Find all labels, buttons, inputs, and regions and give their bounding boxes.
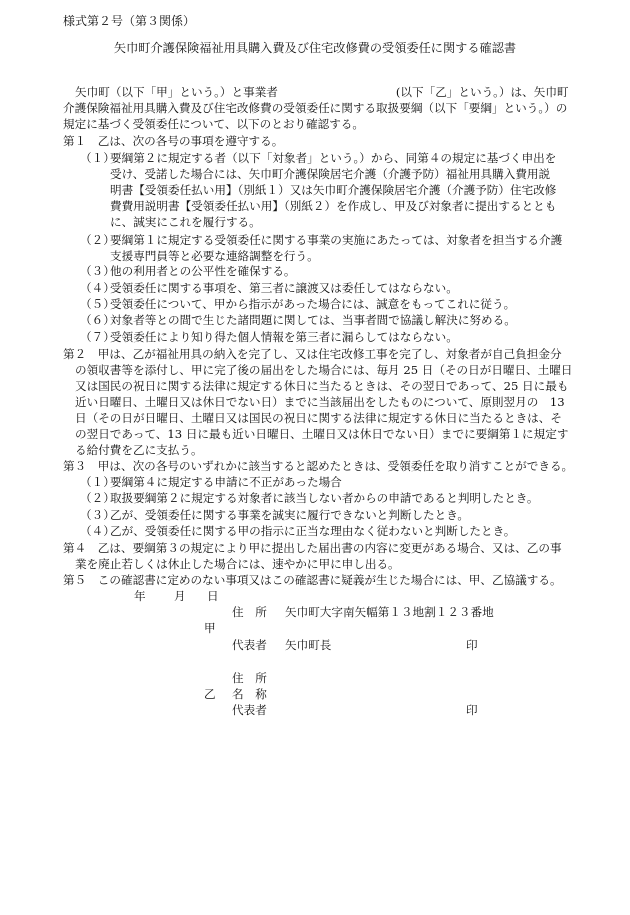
item-line: 受領委任により知り得た個人情報を第三者に漏らしてはならない。 xyxy=(110,330,458,344)
item-text xyxy=(110,232,562,264)
party-b-seal: 印 xyxy=(466,703,478,717)
date-year: 年 xyxy=(134,589,146,603)
document-title: 矢巾町介護保険福祉用具購入費及び住宅改修費の受領委任に関する確認書 xyxy=(113,41,517,55)
item-line: 受領委任に関する事項を、第三者に譲渡又は委任してはならない。 xyxy=(110,281,458,295)
item-text xyxy=(110,150,556,230)
party-b-rep-label: 代表者 xyxy=(232,703,267,717)
item-text xyxy=(110,329,458,345)
article-2-line: の領収書等を添付し、甲に完了後の届出をした場合には、毎月 25 日（その日が日曜日、土曜日 xyxy=(75,363,573,377)
item-number: （５） xyxy=(80,297,115,311)
item-text xyxy=(110,490,539,506)
article-1-heading xyxy=(63,133,583,149)
party-a-rep-label: 代表者 xyxy=(232,638,267,652)
article-1-heading-text: 第１ 乙は、次の各号の事項を遵守する。 xyxy=(63,134,284,148)
party-b-address-label: 住 所 xyxy=(232,671,267,685)
date-month: 月 xyxy=(174,589,186,603)
item-text xyxy=(110,296,515,312)
item-line: 費費用説明書【受領委任払い用】（別紙２）を作成し、甲及び対象者に提出するととも xyxy=(110,199,557,213)
item-line: 支援専門員等と必要な連絡調整を行う。 xyxy=(110,249,319,263)
item-line: 明書【受領委任払い用】（別紙１）又は矢巾町介護保険居宅介護（介護予防）住宅改修 xyxy=(110,183,557,197)
article-2-line: 又は国民の祝日に関する法律に規定する休日に当たるときは、その翌日であって、25 日に最も xyxy=(75,379,569,393)
item-line: 受領委任について、甲から指示があった場合には、誠意をもってこれに従う。 xyxy=(110,297,516,311)
article-5-line: 第５ この確認書に定めのない事項又はこの確認書に疑義が生じた場合には、甲、乙協議する。 xyxy=(63,573,562,587)
item-text xyxy=(110,263,296,279)
article-2-line: 日（その日が日曜日、土曜日又は国民の祝日に関する法律に規定する休日に当たるときは、そ xyxy=(75,411,562,425)
article-2 xyxy=(63,346,583,458)
article-4 xyxy=(63,540,583,572)
intro-line-1-start: 矢巾町（以下「甲」という。）と事業者 xyxy=(75,85,278,99)
article-3-heading xyxy=(63,458,583,474)
party-a-rep-value: 矢巾町長 xyxy=(285,638,332,652)
item-number: （１） xyxy=(80,151,115,165)
article-4-line: 第４ 乙は、要綱第３の規定により甲に提出した届出書の内容に変更がある場合、又は、乙の事 xyxy=(63,541,562,555)
item-number: （６） xyxy=(80,313,115,327)
item-text xyxy=(110,523,515,539)
item-number: （２） xyxy=(80,491,115,505)
article-4-line: 業を廃止若しくは休止した場合には、速やかに甲に申し出る。 xyxy=(75,557,400,571)
item-line: 取扱要綱第２に規定する対象者に該当しない者からの申請であると判明したとき。 xyxy=(110,491,539,505)
item-line: に、誠実にこれを履行する。 xyxy=(110,215,261,229)
item-text xyxy=(110,507,469,523)
item-number: （２） xyxy=(80,233,115,247)
item-number: （１） xyxy=(80,475,115,489)
item-line: 他の利用者との公平性を確保する。 xyxy=(110,264,296,278)
item-number: （３） xyxy=(80,508,115,522)
intro-line-1-end: (以下「乙」という。）は、矢巾町 xyxy=(395,85,569,99)
article-2-line: る給付費を乙に支払う。 xyxy=(75,443,203,457)
party-b-mark: 乙 xyxy=(204,687,216,701)
party-b-name-label: 名 称 xyxy=(232,687,267,701)
item-line: 受け、受諾した場合には、矢巾町介護保険居宅介護（介護予防）福祉用具購入費用説 xyxy=(110,167,551,181)
form-number-label: 様式第２号（第３関係） xyxy=(63,14,196,28)
intro-line-1 xyxy=(63,84,581,100)
article-3-heading-text: 第３ 甲は、次の各号のいずれかに該当すると認めたときは、受領委任を取り消すことができる。 xyxy=(63,459,574,473)
item-number: （４） xyxy=(80,524,115,538)
party-a-address-label: 住 所 xyxy=(232,605,267,619)
item-number: （４） xyxy=(80,281,115,295)
item-number: （７） xyxy=(80,330,115,344)
item-number: （３） xyxy=(80,264,115,278)
item-line: 乙が、受領委任に関する甲の指示に正当な理由なく従わないと判断したとき。 xyxy=(110,524,516,538)
party-a-mark: 甲 xyxy=(204,621,216,635)
party-a-seal: 印 xyxy=(466,638,478,652)
intro-line-3: 規定に基づく受領委任について、以下のとおり確認する。 xyxy=(63,117,364,131)
item-line: 対象者等との間で生じた諸問題に関しては、当事者間で協議し解決に努める。 xyxy=(110,313,516,327)
item-line: 要綱第１に規定する受領委任に関する事業の実施にあたっては、対象者を担当する介護 xyxy=(110,233,563,247)
article-2-line: の翌日であって、13 日に最も近い日曜日、土曜日又は休日でない日）までに要綱第１に規定す xyxy=(75,427,569,441)
date-day: 日 xyxy=(207,589,219,603)
item-text xyxy=(110,474,342,490)
item-line: 乙が、受領委任に関する事業を誠実に履行できないと判断したとき。 xyxy=(110,508,469,522)
item-text xyxy=(110,280,458,296)
article-5 xyxy=(63,572,583,588)
article-2-line: 近い日曜日、土曜日又は休日でない日）までに当該届出をしたものについて、原則翌月の 13 xyxy=(75,395,565,409)
intro-paragraph xyxy=(63,84,581,132)
article-2-line: 第２ 甲は、乙が福祉用具の納入を完了し、又は住宅改修工事を完了し、対象者が自己負担金分 xyxy=(63,347,562,361)
intro-line-2: 介護保険福祉用具購入費及び住宅改修費の受領委任に関する取扱要綱（以下「要綱」という。）の xyxy=(63,101,568,115)
item-line: 要綱第４に規定する申請に不正があった場合 xyxy=(110,475,342,489)
party-a-address-value: 矢巾町大字南矢幅第１３地割１２３番地 xyxy=(285,605,494,619)
item-text xyxy=(110,312,516,328)
item-line: 要綱第２に規定する者（以下「対象者」という。）から、同第４の規定に基づく申出を xyxy=(110,151,557,165)
